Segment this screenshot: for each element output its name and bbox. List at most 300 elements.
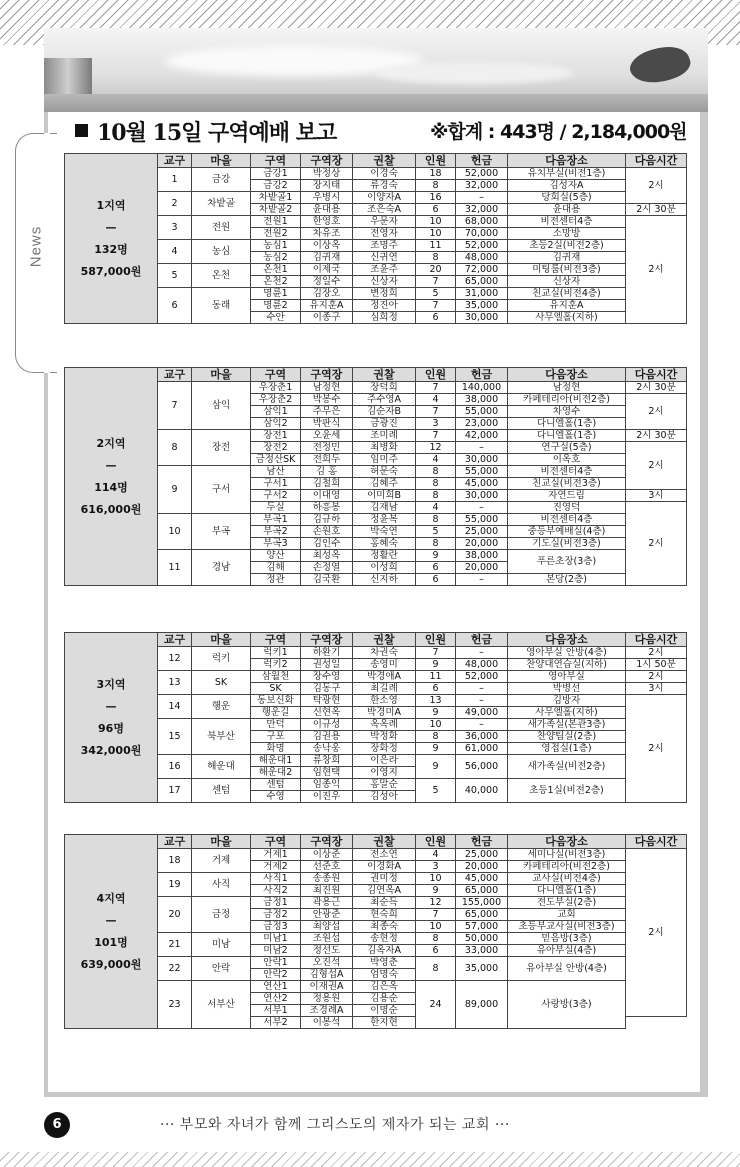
column-header-assistant: 권찰 [353,633,416,647]
table-cell: 장수영 [301,671,353,683]
table-cell: 3 [158,216,192,240]
table-cell: 다니엘홀(1층) [508,418,626,430]
table-cell: 럭키1 [251,647,301,659]
table-cell: 금정3 [251,921,301,933]
table-header-row [65,368,687,382]
table-cell: 9 [416,550,456,562]
table-cell: 차밭골 [192,192,251,216]
table-cell: 2시 [626,442,687,490]
table-cell: 6 [416,562,456,574]
table-cell: 11 [158,550,192,586]
table-cell: 중등부예배실(4층) [508,526,626,538]
table-cell: 이봉석 [301,1017,353,1029]
table-row [65,981,687,993]
table-cell: 48,000 [456,659,508,671]
table-cell: 안락 [192,957,251,981]
table-cell: 세미나실(비전3층) [508,849,626,861]
table-cell: 영접실(1층) [508,743,626,755]
table-cell: 기도실(비전3층) [508,538,626,550]
region-summary-cell [65,154,158,324]
table-cell: 23,000 [456,418,508,430]
table-cell: 8 [416,514,456,526]
table-row [65,719,687,731]
table-cell: 9 [416,659,456,671]
table-cell: 2시 [626,394,687,430]
table-cell: 다니엘홀(1층) [508,885,626,897]
table-cell: 4 [158,240,192,264]
table-cell: 40,000 [456,779,508,803]
table-cell: 거제1 [251,849,301,861]
table-row [65,933,687,945]
table-cell: 이명순 [353,1005,416,1017]
table-cell: 6 [416,574,456,586]
table-cell: 삼익 [192,382,251,430]
table-cell: 진영덕 [508,502,626,514]
table-cell: 남정현 [301,382,353,394]
table-cell: 비전센터4층 [508,466,626,478]
table-cell: 20 [158,897,192,933]
table-cell: 차권숙 [353,647,416,659]
table-cell: 이옥호 [508,454,626,466]
table-cell: 35,000 [456,300,508,312]
table-cell: 부곡1 [251,514,301,526]
table-cell: 차밭골1 [251,192,301,204]
table-cell: 2시 [626,671,687,683]
table-cell: 52,000 [456,168,508,180]
table-cell: 55,000 [456,406,508,418]
table-cell: 4 [416,454,456,466]
table-cell: 55,000 [456,514,508,526]
table-cell: 구서1 [251,478,301,490]
table-cell: 정일수 [301,276,353,288]
table-cell: 유아부실 안방(4층) [508,957,626,981]
table-cell: 김성아 [353,791,416,803]
table-cell: 이영지 [353,767,416,779]
table-cell: 12 [158,647,192,671]
table-cell: 9 [158,466,192,514]
column-header-leader: 구역장 [301,154,353,168]
page-number-badge: 6 [44,1112,70,1138]
table-cell: 초등부교사실(비전3층) [508,921,626,933]
table-cell: 8 [416,490,456,502]
table-cell: 14 [158,695,192,719]
table-cell: 동래 [192,288,251,324]
table-cell: 7 [416,430,456,442]
table-cell: 안락1 [251,957,301,969]
table-cell: 33,000 [456,945,508,957]
table-cell: 65,000 [456,909,508,921]
table-cell: 오진석 [301,957,353,969]
table-cell: 최성옥 [301,550,353,562]
table-cell: 럭키2 [251,659,301,671]
table-row [65,779,687,791]
table-cell: 금정 [192,897,251,933]
table-cell: 49,000 [456,707,508,719]
table-cell: 임종익 [301,779,353,791]
table-cell: 32,000 [456,204,508,216]
table-cell: 신현옥 [301,707,353,719]
table-cell: 친교실(비전4층) [508,288,626,300]
region-count: 101명 [94,935,128,949]
table-cell: 부곡2 [251,526,301,538]
table-cell: 주무은 [301,406,353,418]
table-cell: 우장춘2 [251,394,301,406]
table-cell: 김권용 [301,731,353,743]
table-cell: 만덕 [251,719,301,731]
column-header-district: 교구 [158,835,192,849]
table-cell: 전영자 [353,228,416,240]
table-cell: 정윤복 [353,514,416,526]
table-cell: 경남 [192,550,251,586]
table-cell: 박정화 [353,731,416,743]
table-cell: 65,000 [456,276,508,288]
table-cell: 36,000 [456,731,508,743]
table-cell: 이상준 [301,849,353,861]
table-cell: 자연드림 [508,490,626,502]
table-cell: 찬양팀실(2층) [508,731,626,743]
table-cell: 김연옥A [353,885,416,897]
table-row [65,695,687,707]
table-cell: 30,000 [456,312,508,324]
region-table-4 [64,834,687,1029]
table-cell: 52,000 [456,671,508,683]
table-cell: 김순자B [353,406,416,418]
column-header-village: 마을 [192,154,251,168]
table-cell: 정용원 [301,993,353,1005]
table-cell: 교사실(비전4층) [508,873,626,885]
table-cell: 안락2 [251,969,301,981]
table-cell: 행운길 [251,707,301,719]
table-cell: 송영미 [353,659,416,671]
table-row [65,647,687,659]
table-cell: 정관 [251,574,301,586]
table-cell: 신상자 [353,276,416,288]
column-header-attendance: 인원 [416,835,456,849]
table-cell: 우문자 [353,216,416,228]
column-header-next-time: 다음시간 [626,154,687,168]
table-cell: 155,000 [456,897,508,909]
table-cell: 24 [416,981,456,1029]
table-cell: 3시 [626,683,687,695]
table-cell: 최진원 [301,885,353,897]
table-cell: 7 [416,300,456,312]
table-cell: 8 [416,933,456,945]
table-cell: 사직2 [251,885,301,897]
table-row [65,168,687,180]
table-cell: 10 [416,228,456,240]
table-cell: 윤대용 [301,204,353,216]
table-cell: 6 [416,312,456,324]
column-header-next-time: 다음시간 [626,633,687,647]
table-cell: 35,000 [456,957,508,981]
table-cell: 장화정 [353,743,416,755]
table-cell: 동보신화 [251,695,301,707]
column-header-leader: 구역장 [301,633,353,647]
region-count: 96명 [98,721,124,735]
table-cell: 7 [158,382,192,430]
table-cell: 김규하 [301,514,353,526]
region-name: 1지역 [96,198,126,212]
table-cell: 최병화 [353,442,416,454]
table-cell: – [456,719,508,731]
table-cell: 조미례 [353,430,416,442]
tab-joint [44,133,50,373]
table-cell: 다니엘홀(1층) [508,430,626,442]
table-cell: 친교실(비전3층) [508,478,626,490]
table-cell: 50,000 [456,933,508,945]
table-cell: 송낙웅 [301,743,353,755]
table-cell: 한영호 [301,216,353,228]
table-cell: 권성일 [301,659,353,671]
table-cell: 23 [158,981,192,1029]
table-cell: – [456,574,508,586]
column-header-assistant: 권찰 [353,154,416,168]
region-summary-cell [65,368,158,586]
table-cell: 푸른초장(3층) [508,550,626,574]
region-summary-cell [65,633,158,803]
table-cell: 미팅룸(비전3층) [508,264,626,276]
table-cell: 찬양대연습실(지하) [508,659,626,671]
table-cell: 10 [416,216,456,228]
table-cell: – [456,502,508,514]
column-header-offering: 헌금 [456,835,508,849]
table-cell: 정활란 [353,550,416,562]
region-amount: 616,000원 [80,502,142,516]
table-cell: 5 [158,264,192,288]
table-cell: 박숙연 [353,526,416,538]
table-cell: 해운대2 [251,767,301,779]
table-cell: 박판식 [301,418,353,430]
table-cell: SK [192,671,251,695]
table-cell: 32,000 [456,180,508,192]
table-cell: 이제국 [301,264,353,276]
table-cell: 68,000 [456,216,508,228]
table-cell: 이진우 [301,791,353,803]
table-cell: 18 [416,168,456,180]
column-header-assistant: 권찰 [353,368,416,382]
table-cell: 김형섭A [301,969,353,981]
table-cell: 18 [158,849,192,873]
column-header-next-time: 다음시간 [626,835,687,849]
region-amount: 587,000원 [80,264,142,278]
table-cell: 당회실(5층) [508,192,626,204]
table-cell: 우장춘1 [251,382,301,394]
column-header-cell: 구역 [251,633,301,647]
table-cell: 전소연 [353,849,416,861]
column-header-attendance: 인원 [416,633,456,647]
table-cell: 사직1 [251,873,301,885]
table-cell: 신지하 [353,574,416,586]
table-cell: 초등2실(비전2층) [508,240,626,252]
table-cell: 금강1 [251,168,301,180]
table-cell: 윤대용 [508,204,626,216]
column-header-district: 교구 [158,368,192,382]
table-cell: 차밭골2 [251,204,301,216]
table-cell: 임현택 [301,767,353,779]
table-cell: 미남1 [251,933,301,945]
table-cell: 12 [416,442,456,454]
region-dash: — [105,913,117,927]
table-cell: 140,000 [456,382,508,394]
table-row [65,264,687,276]
table-cell: 남산 [251,466,301,478]
table-cell: 최양섭 [301,921,353,933]
table-cell: 8 [416,731,456,743]
table-cell: 2시 [626,695,687,803]
table-cell: 10 [416,719,456,731]
table-cell: 13 [416,695,456,707]
table-cell: 비전센터4층 [508,514,626,526]
table-cell: 25,000 [456,526,508,538]
table-cell: 19 [158,873,192,897]
table-cell: 25,000 [456,849,508,861]
table-cell: 8 [416,252,456,264]
table-cell: 심희정 [353,312,416,324]
table-cell: 사직 [192,873,251,897]
table-cell: 전원 [192,216,251,240]
table-cell: 삼익2 [251,418,301,430]
table-cell: 1 [158,168,192,192]
table-cell: 신귀연 [353,252,416,264]
table-cell: 해운대 [192,755,251,779]
table-cell: 조원섭 [301,933,353,945]
table-cell: – [456,683,508,695]
table-cell: 38,000 [456,550,508,562]
table-cell: 4 [416,849,456,861]
table-cell: 삼월천 [251,671,301,683]
table-cell: 금정2 [251,909,301,921]
table-cell: 20,000 [456,861,508,873]
table-cell: 6 [416,204,456,216]
region-dash: — [105,458,117,472]
table-cell: 이경숙 [353,168,416,180]
column-header-leader: 구역장 [301,835,353,849]
table-cell: 김옥자A [353,945,416,957]
table-cell: 카페테리아(비전2층) [508,861,626,873]
region-table-2 [64,367,687,586]
region-name: 2지역 [96,436,126,450]
table-cell: 최종숙 [353,921,416,933]
table-header-row [65,154,687,168]
table-cell: 김해 [251,562,301,574]
table-row [65,382,687,394]
table-cell: 16 [416,192,456,204]
table-cell: 연구실(5층) [508,442,626,454]
table-cell: 김귀재 [508,252,626,264]
table-cell: – [456,695,508,707]
region-name: 3지역 [96,677,126,691]
table-cell: 박봉수 [301,394,353,406]
table-cell: 장지태 [301,180,353,192]
table-cell: 조명주 [353,240,416,252]
table-cell: 변정희 [353,288,416,300]
table-cell: 22 [158,957,192,981]
column-header-cell: 구역 [251,368,301,382]
table-cell: SK [251,683,301,695]
table-cell: – [456,442,508,454]
table-cell: 45,000 [456,873,508,885]
table-cell: 3시 [626,490,687,502]
table-row [65,216,687,228]
table-cell: 정진아 [353,300,416,312]
table-cell: 2시 30분 [626,382,687,394]
table-cell: 수안 [251,312,301,324]
column-header-cell: 구역 [251,835,301,849]
table-cell: 교회 [508,909,626,921]
table-cell: 럭키 [192,647,251,671]
region-table-1 [64,153,687,324]
table-cell: 2시 [626,168,687,204]
table-cell: 서부산 [192,981,251,1029]
table-cell: 선준호 [301,861,353,873]
table-cell: 5 [416,526,456,538]
table-row [65,288,687,300]
table-cell: 명륜1 [251,288,301,300]
table-cell: 영아부실 안방(4층) [508,647,626,659]
column-header-next-place: 다음장소 [508,633,626,647]
table-cell: 이미희B [353,490,416,502]
table-row [65,240,687,252]
table-row [65,466,687,478]
column-header-next-time: 다음시간 [626,368,687,382]
table-cell: 유지훈A [508,300,626,312]
table-cell: 65,000 [456,885,508,897]
table-cell: 2시 [626,502,687,586]
region-count: 132명 [94,242,128,256]
table-cell: 우병시 [301,192,353,204]
table-cell: 전희두 [301,454,353,466]
column-header-district: 교구 [158,633,192,647]
table-cell: 7 [416,406,456,418]
table-cell: 안광준 [301,909,353,921]
table-cell: 7 [416,909,456,921]
table-cell: 전도부실(2층) [508,897,626,909]
table-cell: 10 [158,514,192,550]
table-row [65,550,687,562]
table-cell: 박영춘 [353,957,416,969]
table-cell: 이성희 [353,562,416,574]
table-cell: 주수영A [353,394,416,406]
table-cell: 곽용근 [301,897,353,909]
table-cell: 수영 [251,791,301,803]
table-cell: 사무엘홀(지하) [508,312,626,324]
table-cell: 박정상 [301,168,353,180]
table-cell: 허문숙 [353,466,416,478]
table-cell: 서부1 [251,1005,301,1017]
table-cell: 삼익1 [251,406,301,418]
table-cell: 금강 [192,168,251,192]
table-cell: 권미정 [353,873,416,885]
table-cell: 5 [416,779,456,803]
table-cell: 영아부실 [508,671,626,683]
column-header-offering: 헌금 [456,154,508,168]
table-cell: 한지현 [353,1017,416,1029]
table-row [65,192,687,204]
table-row [65,873,687,885]
table-cell: 임미주 [353,454,416,466]
table-cell: 김동구 [301,683,353,695]
region-dash: — [105,699,117,713]
table-cell: 손원호 [301,526,353,538]
table-cell: 새가족실(비전2층) [508,755,626,779]
table-cell: 서부2 [251,1017,301,1029]
table-row [65,514,687,526]
table-cell: 3 [416,418,456,430]
table-cell: 42,000 [456,430,508,442]
table-cell: 유아부실(4층) [508,945,626,957]
table-cell: 1시 50분 [626,659,687,671]
table-cell: 8 [416,478,456,490]
